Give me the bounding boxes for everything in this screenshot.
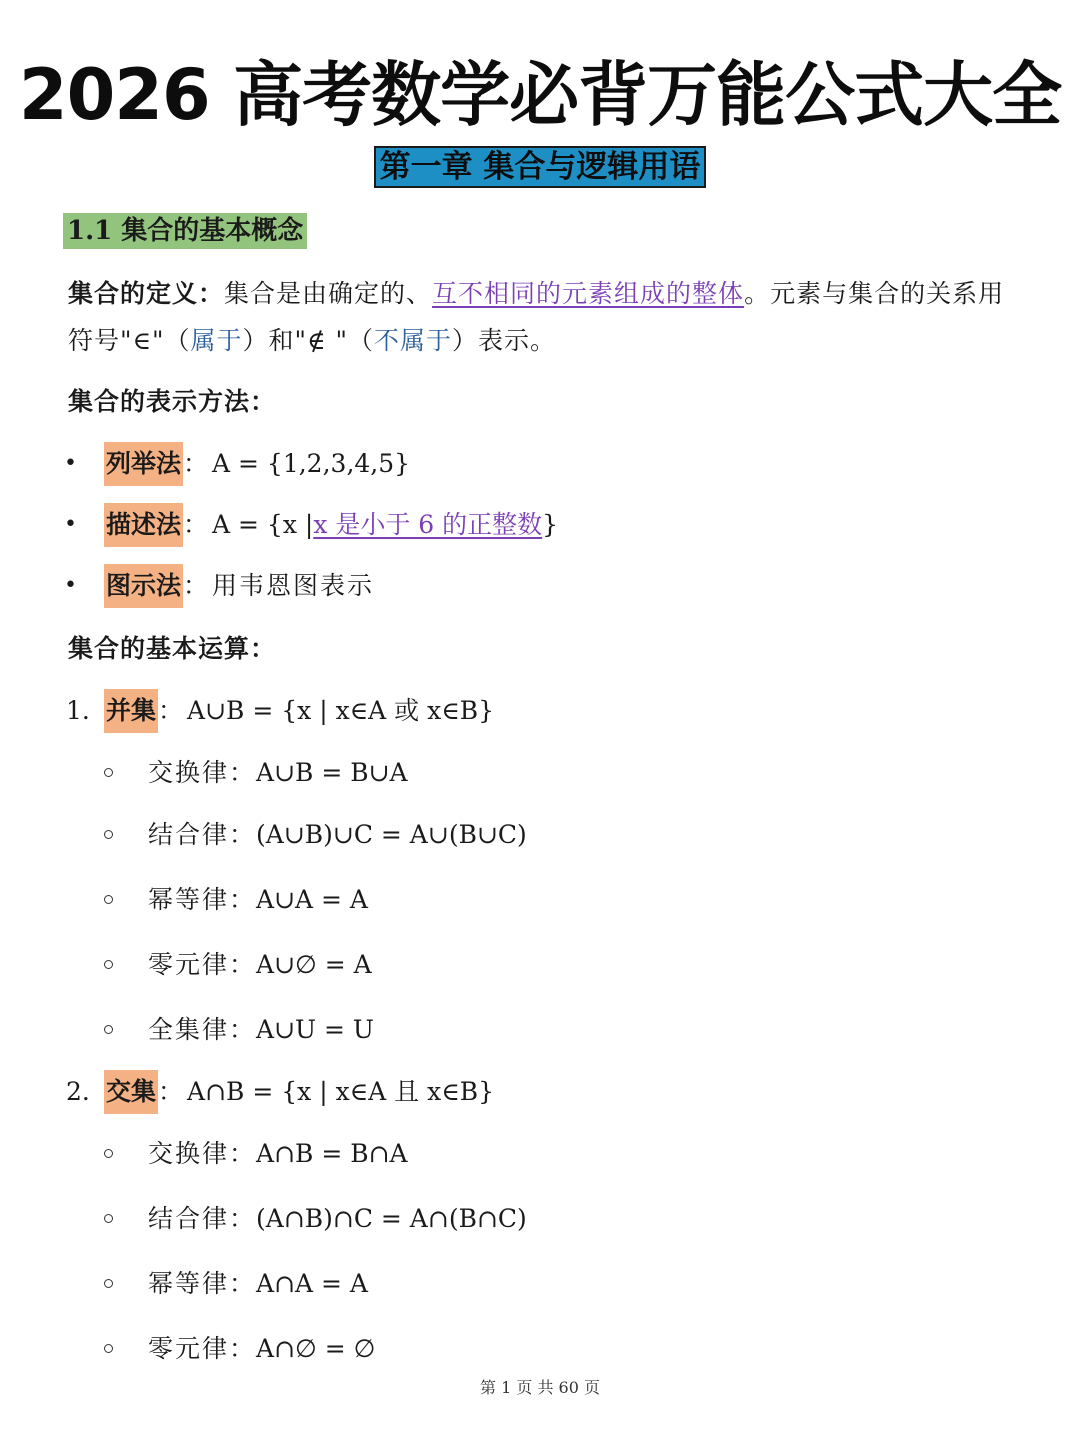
union-law-name: 幂等律： [148, 885, 257, 914]
document-title: 2026 高考数学必背万能公式大全 [18, 54, 1062, 136]
sub-bullet-circle [104, 1279, 113, 1288]
intersection-law-row [148, 1331, 375, 1367]
definition-text-2: 。元素与集合的关系用符号"∈"（ [68, 279, 1005, 355]
enumeration-colon: ： [183, 449, 209, 478]
diagram-formula: 用韦恩图表示 [212, 571, 375, 600]
sub-bullet-circle [104, 960, 113, 969]
intersection-law-name: 零元律： [148, 1334, 257, 1363]
representation-item-enumeration [104, 442, 410, 486]
sub-bullet-circle [104, 1025, 113, 1034]
chapter-heading-wrap [0, 146, 1080, 188]
intersection-law-name: 幂等律： [148, 1269, 257, 1298]
definition-colon: ： [198, 279, 225, 308]
union-law-formula: A∪A = A [256, 885, 368, 914]
description-formula-post: } [542, 510, 559, 539]
diagram-label: 图示法 [104, 564, 183, 608]
union-law-name: 零元律： [148, 950, 257, 979]
description-formula-pre: A = {x | [212, 510, 314, 539]
union-law-row [148, 755, 408, 791]
union-definition [104, 689, 494, 733]
sub-bullet-circle [104, 895, 113, 904]
intersection-law-row [148, 1201, 527, 1237]
description-colon: ： [183, 510, 209, 539]
union-law-name: 结合律： [148, 820, 257, 849]
bullet-dot: • [64, 451, 77, 476]
intersection-formula: A∩B = {x | x∈A 且 x∈B} [187, 1077, 495, 1106]
union-law-row [148, 882, 368, 918]
intersection-law-name: 交换律： [148, 1139, 257, 1168]
intersection-definition [104, 1070, 494, 1114]
bullet-dot: • [64, 512, 77, 537]
sub-bullet-circle [104, 830, 113, 839]
union-law-name: 全集律： [148, 1015, 257, 1044]
union-formula: A∪B = {x | x∈A 或 x∈B} [187, 696, 495, 725]
intersection-law-formula: (A∩B)∩C = A∩(B∩C) [256, 1204, 527, 1233]
definition-label: 集合的定义 [68, 279, 199, 308]
enumeration-label: 列举法 [104, 442, 183, 486]
sub-bullet-circle [104, 768, 113, 777]
operations-heading: 集合的基本运算： [68, 634, 277, 663]
representation-item-diagram [104, 564, 374, 608]
union-law-formula: A∪U = U [256, 1015, 374, 1044]
description-label: 描述法 [104, 503, 183, 547]
representation-item-description [104, 503, 558, 547]
sub-bullet-circle [104, 1344, 113, 1353]
chapter-heading: 第一章 集合与逻辑用语 [374, 146, 707, 188]
union-law-row [148, 817, 527, 853]
section-heading: 1.1 集合的基本概念 [63, 213, 307, 249]
union-law-formula: (A∪B)∪C = A∪(B∪C) [256, 820, 527, 849]
definition-link[interactable]: 互不相同的元素组成的整体 [432, 279, 745, 308]
page-footer: 第 1 页 共 60 页 [480, 1378, 600, 1397]
sub-bullet-circle [104, 1214, 113, 1223]
intersection-law-name: 结合律： [148, 1204, 257, 1233]
intersection-law-formula: A∩B = B∩A [256, 1139, 408, 1168]
description-formula-link[interactable]: x 是小于 6 的正整数 [313, 510, 543, 539]
intersection-number: 2. [66, 1077, 90, 1106]
union-law-row [148, 947, 372, 983]
sub-bullet-circle [104, 1149, 113, 1158]
union-law-formula: A∪∅ = A [256, 950, 372, 979]
intersection-colon: ： [158, 1077, 184, 1106]
belongs-term: 属于 [190, 326, 243, 355]
not-belongs-term: 不属于 [373, 326, 452, 355]
definition-paragraph [68, 270, 1008, 364]
union-law-row [148, 1012, 374, 1048]
enumeration-formula: A = {1,2,3,4,5} [212, 449, 411, 478]
intersection-law-formula: A∩∅ = ∅ [256, 1334, 376, 1363]
diagram-colon: ： [183, 571, 209, 600]
representation-heading: 集合的表示方法： [68, 387, 277, 416]
union-label: 并集 [104, 689, 158, 733]
union-law-formula: A∪B = B∪A [256, 758, 408, 787]
intersection-law-row [148, 1136, 408, 1172]
definition-text-1: 集合是由确定的、 [224, 279, 433, 308]
definition-text-3: ）和"∉ "（ [242, 326, 374, 355]
definition-text-4: ）表示。 [452, 326, 557, 355]
intersection-law-row [148, 1266, 368, 1302]
intersection-label: 交集 [104, 1070, 158, 1114]
bullet-dot: • [64, 573, 77, 598]
intersection-law-formula: A∩A = A [256, 1269, 368, 1298]
union-law-name: 交换律： [148, 758, 257, 787]
union-colon: ： [158, 696, 184, 725]
union-number: 1. [66, 696, 90, 725]
